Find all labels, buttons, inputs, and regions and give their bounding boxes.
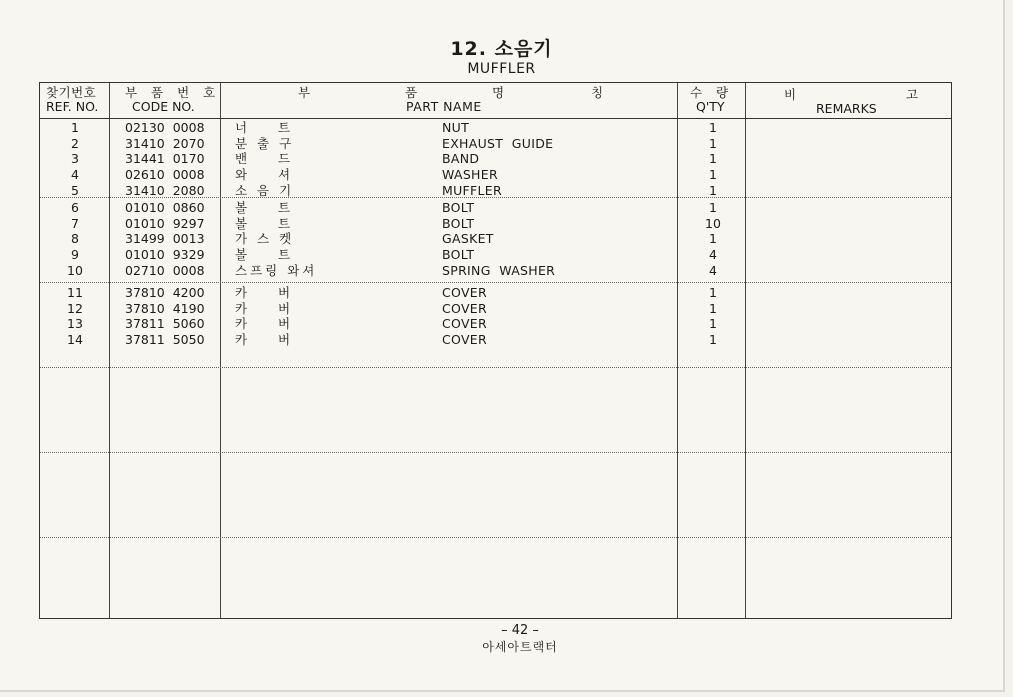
- code-cell: 37811 5060: [125, 316, 205, 332]
- korean-name-cell: 볼 트: [235, 200, 294, 215]
- qty-cell: 1: [709, 231, 717, 247]
- code-cell: 31410 2070: [125, 135, 205, 151]
- english-name-cell: BOLT: [442, 200, 475, 215]
- korean-name-cell: 가 스 켓: [235, 231, 295, 247]
- qty-cell: 1: [709, 200, 717, 215]
- qty-cell: 4: [709, 247, 717, 263]
- code-cell: 02610 0008: [125, 167, 205, 183]
- korean-name-cell: 볼 트: [235, 215, 294, 231]
- english-name-cell: MUFFLER: [442, 182, 502, 198]
- qty-cell: 1: [709, 300, 717, 316]
- qty-cell: 10: [705, 215, 721, 231]
- group-separator: [40, 282, 951, 283]
- header-name-ko-3: 명: [492, 85, 505, 100]
- korean-name-cell: 소 음 기: [235, 182, 295, 198]
- qty-cell: 1: [709, 167, 717, 183]
- korean-name-cell: 스프링 와셔: [235, 262, 318, 278]
- ref-cell: 4: [71, 167, 79, 183]
- ref-cell: 2: [71, 135, 79, 151]
- english-name-cell: COVER: [442, 316, 487, 332]
- ref-cell: 5: [71, 182, 79, 198]
- qty-cell: 1: [709, 316, 717, 332]
- code-cell: 37810 4190: [125, 300, 205, 316]
- header-remarks-ko-2: 고: [906, 87, 919, 102]
- qty-cell: 1: [709, 120, 717, 135]
- english-name-cell: COVER: [442, 300, 487, 316]
- header-qty-ko: 수 량: [690, 85, 734, 100]
- qty-cell: 1: [709, 151, 717, 167]
- ref-cell: 3: [71, 151, 79, 167]
- parts-table: [39, 82, 952, 619]
- page-title-english: MUFFLER: [467, 61, 536, 77]
- code-cell: 01010 9329: [125, 247, 205, 263]
- header-name-en: PART NAME: [406, 99, 482, 114]
- group-separator: [40, 537, 951, 538]
- qty-cell: 1: [709, 285, 717, 300]
- qty-cell: 1: [709, 182, 717, 198]
- korean-name-cell: 카 버: [235, 285, 294, 300]
- page-number: – 42 –: [501, 623, 539, 638]
- header-ref-ko: 찾기번호: [46, 85, 97, 100]
- ref-cell: 8: [71, 231, 79, 247]
- header-remarks-en: REMARKS: [816, 101, 877, 116]
- ref-cell: 13: [67, 316, 83, 332]
- code-cell: 01010 9297: [125, 215, 205, 231]
- korean-name-cell: 볼 트: [235, 247, 294, 263]
- ref-cell: 10: [67, 262, 83, 278]
- korean-name-cell: 카 버: [235, 300, 294, 316]
- english-name-cell: WASHER: [442, 167, 498, 183]
- code-cell: 31499 0013: [125, 231, 205, 247]
- korean-name-cell: 카 버: [235, 316, 294, 332]
- page-title-korean: 12. 소음기: [450, 38, 553, 60]
- english-name-cell: BOLT: [442, 215, 475, 231]
- group-separator: [40, 367, 951, 368]
- header-code-en: CODE NO.: [132, 99, 195, 114]
- korean-name-cell: 밴 드: [235, 151, 294, 167]
- english-name-cell: COVER: [442, 332, 487, 348]
- english-name-cell: NUT: [442, 120, 470, 135]
- code-cell: 02710 0008: [125, 262, 205, 278]
- header-remarks-ko-1: 비: [784, 87, 797, 102]
- code-cell: 37810 4200: [125, 285, 205, 300]
- code-cell: 31410 2080: [125, 182, 205, 198]
- header-name-ko-4: 칭: [591, 85, 604, 100]
- qty-cell: 1: [709, 135, 717, 151]
- ref-cell: 14: [67, 332, 83, 348]
- ref-cell: 9: [71, 247, 79, 263]
- code-cell: 37811 5050: [125, 332, 205, 348]
- ref-cell: 12: [67, 300, 83, 316]
- code-cell: 02130 0008: [125, 120, 205, 135]
- header-ref-en: REF. NO.: [46, 99, 99, 114]
- group-separator: [40, 452, 951, 453]
- ref-cell: 6: [71, 200, 79, 215]
- header-name-ko-2: 품: [405, 85, 418, 100]
- header-qty-en: Q'TY: [696, 99, 725, 114]
- korean-name-cell: 너 트: [235, 120, 294, 135]
- english-name-cell: EXHAUST GUIDE: [442, 135, 554, 151]
- english-name-cell: GASKET: [442, 231, 494, 247]
- english-name-cell: BAND: [442, 151, 480, 167]
- header-name-ko-1: 부: [298, 85, 311, 100]
- english-name-cell: BOLT: [442, 247, 475, 263]
- ref-cell: 11: [67, 285, 83, 300]
- qty-cell: 1: [709, 332, 717, 348]
- code-cell: 01010 0860: [125, 200, 205, 215]
- code-cell: 31441 0170: [125, 151, 205, 167]
- qty-cell: 4: [709, 262, 717, 278]
- english-name-cell: SPRING WASHER: [442, 262, 556, 278]
- korean-name-cell: 와 셔: [235, 167, 294, 183]
- korean-name-cell: 카 버: [235, 332, 294, 348]
- ref-cell: 1: [71, 120, 79, 135]
- english-name-cell: COVER: [442, 285, 487, 300]
- korean-name-cell: 분 출 구: [235, 135, 295, 151]
- header-code-ko: 부 품 번 호: [125, 85, 221, 100]
- brand-name: 아세아트랙터: [482, 640, 558, 654]
- ref-cell: 7: [71, 215, 79, 231]
- header-rule: [40, 118, 951, 119]
